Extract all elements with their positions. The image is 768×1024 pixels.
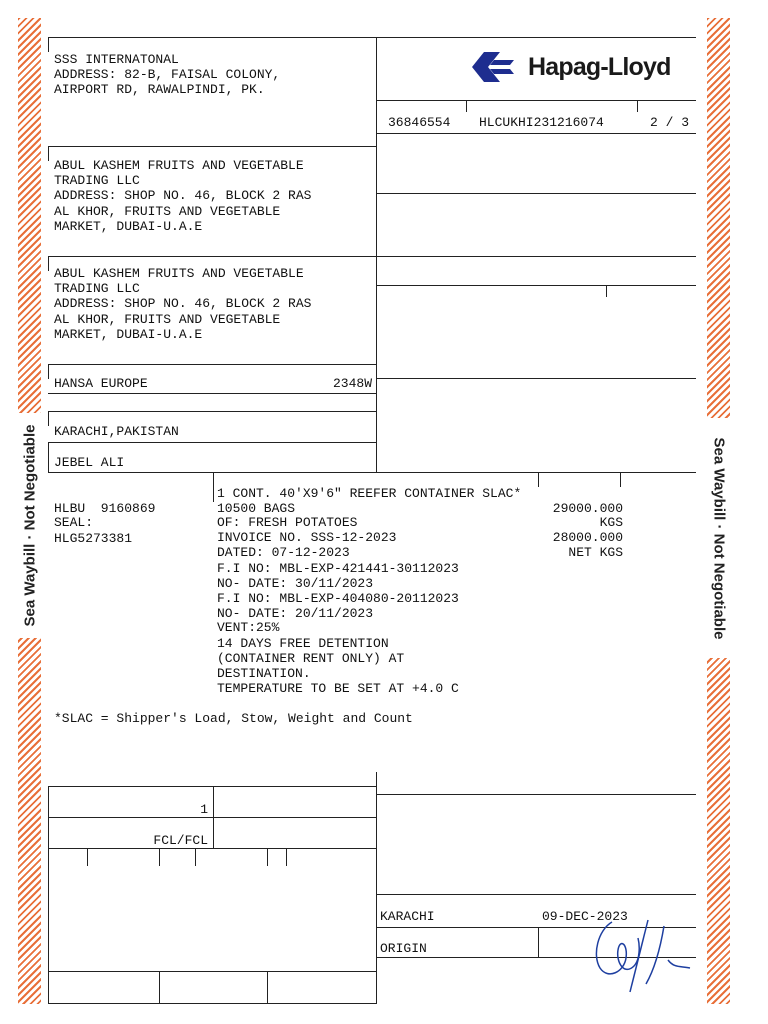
right-side-stripe (707, 18, 730, 1004)
notify-party-line: ADDRESS: SHOP NO. 46, BLOCK 2 RAS (54, 296, 312, 311)
consignee-line: TRADING LLC (54, 173, 140, 188)
left-side-stripe (18, 18, 41, 1004)
carrier-logo (470, 50, 671, 84)
left-side-label-box (18, 413, 41, 638)
description-line: TEMPERATURE TO BE SET AT +4.0 C (217, 681, 459, 696)
port-of-discharge: JEBEL ALI (54, 455, 125, 470)
description-line: 1 CONT. 40'X9'6" REEFER CONTAINER SLAC* (217, 486, 522, 501)
movement-type: FCL/FCL (153, 833, 208, 848)
vessel-name: HANSA EUROPE (54, 376, 148, 391)
description-line: 14 DAYS FREE DETENTION (217, 636, 389, 651)
description-line: (CONTAINER RENT ONLY) AT (217, 651, 405, 666)
container-count: 1 (200, 802, 208, 817)
hapag-lloyd-logo-icon (470, 50, 516, 84)
net-weight-value: 28000.000 (552, 530, 623, 545)
description-line: OF: FRESH POTATOES (217, 515, 358, 530)
consignee-line: AL KHOR, FRUITS AND VEGETABLE (54, 204, 281, 219)
shipper-line: AIRPORT RD, RAWALPINDI, PK. (54, 82, 265, 97)
left-side-label: Sea Waybill · Not Negotiable (21, 424, 39, 627)
date-of-issue: 09-DEC-2023 (542, 909, 628, 924)
description-line: DATED: 07-12-2023 (217, 545, 350, 560)
container-number: HLBU 9160869 (54, 501, 156, 516)
seal-label: SEAL: (54, 515, 94, 530)
place-of-issue: KARACHI (380, 909, 435, 924)
consignee-line: ADDRESS: SHOP NO. 46, BLOCK 2 RAS (54, 188, 312, 203)
description-line: VENT:25% (217, 620, 280, 635)
notify-party-line: TRADING LLC (54, 281, 140, 296)
waybill-number: HLCUKHI231216074 (479, 115, 604, 130)
description-line: NO- DATE: 30/11/2023 (217, 576, 374, 591)
port-of-loading: KARACHI,PAKISTAN (54, 424, 179, 439)
gross-weight-unit: KGS (599, 515, 623, 530)
shipper-line: SSS INTERNATONAL (54, 52, 179, 67)
freight-payable-at: ORIGIN (380, 941, 427, 956)
right-side-label-box (707, 418, 730, 658)
right-side-label: Sea Waybill · Not Negotiable (710, 437, 728, 639)
voyage-number: 2348W (332, 376, 372, 391)
signature-mark (590, 910, 700, 1000)
gross-weight-value: 29000.000 (552, 501, 623, 516)
carrier-name: Hapag-Lloyd (528, 52, 671, 81)
shipper-line: ADDRESS: 82-B, FAISAL COLONY, (54, 67, 281, 82)
notify-party-line: MARKET, DUBAI-U.A.E (54, 327, 203, 342)
seal-number: HLG5273381 (54, 531, 133, 546)
consignee-line: ABUL KASHEM FRUITS AND VEGETABLE (54, 158, 304, 173)
description-line: F.I NO: MBL-EXP-421441-30112023 (217, 561, 459, 576)
description-line: NO- DATE: 20/11/2023 (217, 606, 374, 621)
description-line: INVOICE NO. SSS-12-2023 (217, 530, 397, 545)
consignee-line: MARKET, DUBAI-U.A.E (54, 219, 203, 234)
notify-party-line: AL KHOR, FRUITS AND VEGETABLE (54, 312, 281, 327)
booking-number: 36846554 (388, 115, 451, 130)
page-number: 2 / 3 (650, 115, 690, 130)
slac-note: *SLAC = Shipper's Load, Stow, Weight and Count (54, 711, 413, 726)
description-line: 10500 BAGS (217, 501, 296, 516)
description-line: F.I NO: MBL-EXP-404080-20112023 (217, 591, 459, 606)
net-weight-unit: NET KGS (568, 545, 623, 560)
notify-party-line: ABUL KASHEM FRUITS AND VEGETABLE (54, 266, 304, 281)
description-line: DESTINATION. (217, 666, 311, 681)
